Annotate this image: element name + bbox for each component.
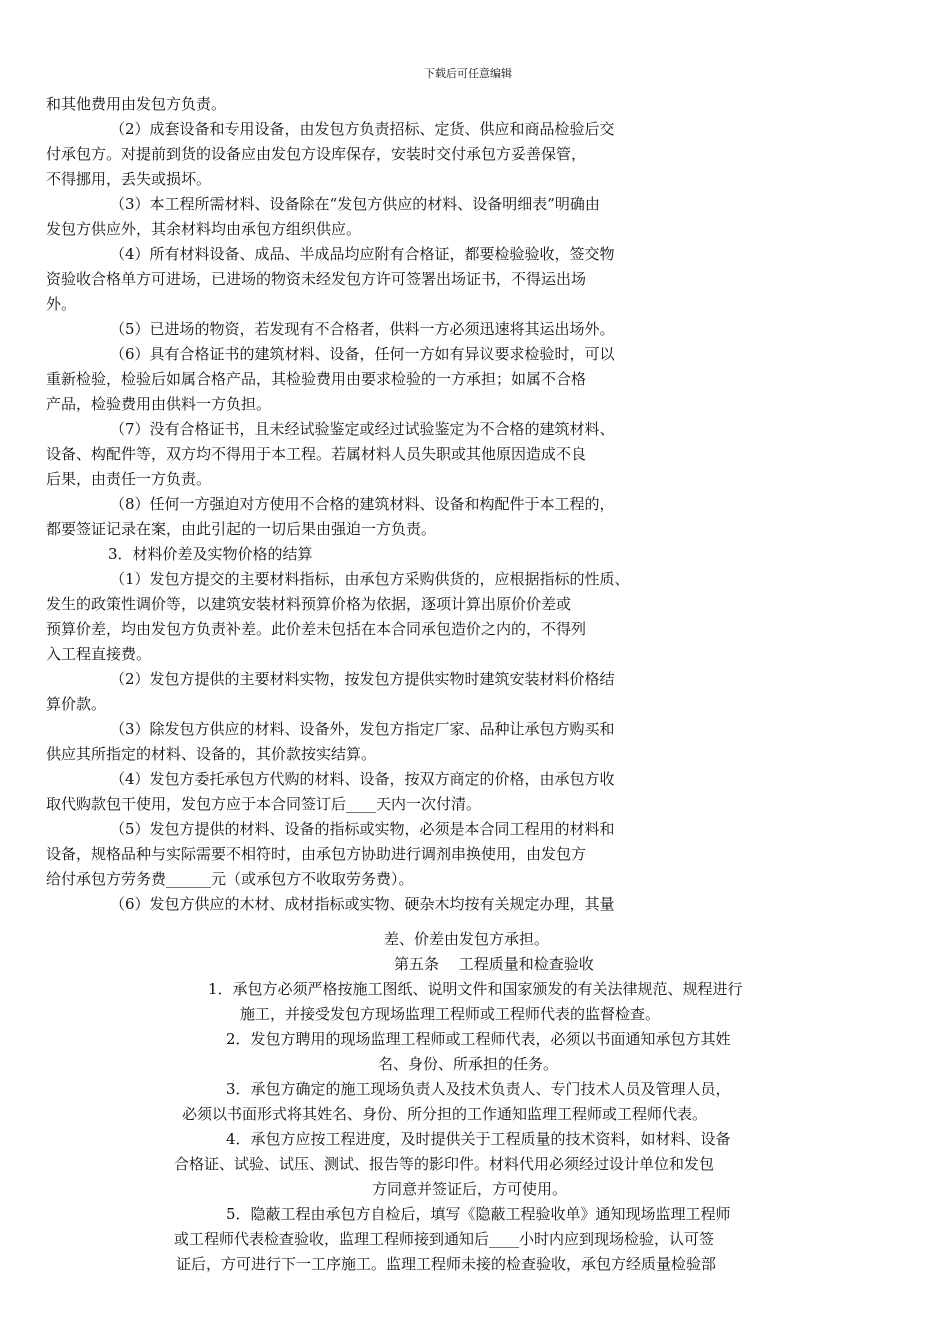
text-line: 2．发包方聘用的现场监理工程师或工程师代表，必须以书面通知承包方其姓	[226, 1030, 731, 1048]
text-line: （6）发包方供应的木材、成材指标或实物、硬杂木均按有关规定办理，其量	[110, 895, 615, 913]
text-line: 5．隐蔽工程由承包方自检后，填写《隐蔽工程验收单》通知现场监理工程师	[226, 1205, 731, 1223]
text-line: 或工程师代表检查验收，监理工程师接到通知后____小时内应到现场检验，认可签	[174, 1230, 715, 1248]
text-line: （7）没有合格证书，且未经试验鉴定或经过试验鉴定为不合格的建筑材料、	[110, 420, 615, 438]
text-line: 算价款。	[46, 695, 107, 713]
text-line: （4）发包方委托承包方代购的材料、设备，按双方商定的价格，由承包方收	[110, 770, 615, 788]
text-line: 外。	[46, 295, 77, 313]
text-line: 入工程直接费。	[46, 645, 152, 663]
text-line: （1）发包方提交的主要材料指标，由承包方采购供货的，应根据指标的性质、	[110, 570, 630, 588]
text-line: 和其他费用由发包方负责。	[46, 95, 227, 113]
text-line: 后果，由责任一方负责。	[46, 470, 212, 488]
text-line: 设备，规格品种与实际需要不相符时，由承包方协助进行调剂串换使用，由发包方	[46, 845, 587, 863]
text-line: 产品，检验费用由供料一方负担。	[46, 395, 272, 413]
text-line: 发包方供应外，其余材料均由承包方组织供应。	[46, 220, 362, 238]
text-line: 3．承包方确定的施工现场负责人及技术负责人、专门技术人员及管理人员，	[226, 1080, 731, 1098]
text-line: 给付承包方劳务费______元（或承包方不收取劳务费）。	[46, 870, 414, 888]
text-line: 设备、构配件等，双方均不得用于本工程。若属材料人员失职或其他原因造成不良	[46, 445, 587, 463]
text-line: 必须以书面形式将其姓名、身份、所分担的工作通知监理工程师或工程师代表。	[182, 1105, 708, 1123]
text-line: 供应其所指定的材料、设备的，其价款按实结算。	[46, 745, 377, 763]
page-header: 下载后可任意编辑	[424, 67, 512, 80]
text-line: （8）任何一方强迫对方使用不合格的建筑材料、设备和构配件于本工程的，	[110, 495, 615, 513]
text-line: 付承包方。对提前到货的设备应由发包方设库保存，安装时交付承包方妥善保管，	[46, 145, 587, 163]
text-line: 预算价差，均由发包方负责补差。此价差未包括在本合同承包造价之内的，不得列	[46, 620, 587, 638]
text-line: （2）发包方提供的主要材料实物，按发包方提供实物时建筑安装材料价格结	[110, 670, 615, 688]
text-line: 取代购款包干使用，发包方应于本合同签订后____天内一次付清。	[46, 795, 482, 813]
text-line: 重新检验，检验后如属合格产品，其检验费用由要求检验的一方承担；如属不合格	[46, 370, 587, 388]
text-line: 合格证、试验、试压、测试、报告等的影印件。材料代用必须经过设计单位和发包	[174, 1155, 715, 1173]
text-line: （3）除发包方供应的材料、设备外，发包方指定厂家、品种让承包方购买和	[110, 720, 615, 738]
text-line: 差、价差由发包方承担。	[384, 930, 550, 948]
text-line: 证后，方可进行下一工序施工。监理工程师未接的检查验收，承包方经质量检验部	[176, 1255, 717, 1273]
text-line: 发生的政策性调价等，以建筑安装材料预算价格为依据，逐项计算出原价价差或	[46, 595, 572, 613]
text-line: 不得挪用，丢失或损坏。	[46, 170, 212, 188]
text-line: （4）所有材料设备、成品、半成品均应附有合格证，都要检验验收，签交物	[110, 245, 615, 263]
section-heading: 3．材料价差及实物价格的结算	[108, 545, 313, 563]
text-line: 名、身份、所承担的任务。	[378, 1055, 559, 1073]
text-line: 施工，并接受发包方现场监理工程师或工程师代表的监督检查。	[240, 1005, 661, 1023]
text-line: （5）已进场的物资，若发现有不合格者，供料一方必须迅速将其运出场外。	[110, 320, 615, 338]
text-line: （5）发包方提供的材料、设备的指标或实物，必须是本合同工程用的材料和	[110, 820, 615, 838]
text-line: 1．承包方必须严格按施工图纸、说明文件和国家颁发的有关法律规范、规程进行	[208, 980, 743, 998]
text-line: 都要签证记录在案，由此引起的一切后果由强迫一方负责。	[46, 520, 437, 538]
text-line: （2）成套设备和专用设备，由发包方负责招标、定货、供应和商品检验后交	[110, 120, 615, 138]
text-line: （3）本工程所需材料、设备除在“发包方供应的材料、设备明细表”明确由	[110, 195, 600, 213]
text-line: （6）具有合格证书的建筑材料、设备，任何一方如有异议要求检验时，可以	[110, 345, 615, 363]
text-line: 资验收合格单方可进场，已进场的物资未经发包方许可签署出场证书，不得运出场	[46, 270, 587, 288]
text-line: 4．承包方应按工程进度，及时提供关于工程质量的技术资料，如材料、设备	[226, 1130, 731, 1148]
article-heading: 第五条 工程质量和检查验收	[394, 955, 594, 973]
text-line: 方同意并签证后，方可使用。	[372, 1180, 568, 1198]
